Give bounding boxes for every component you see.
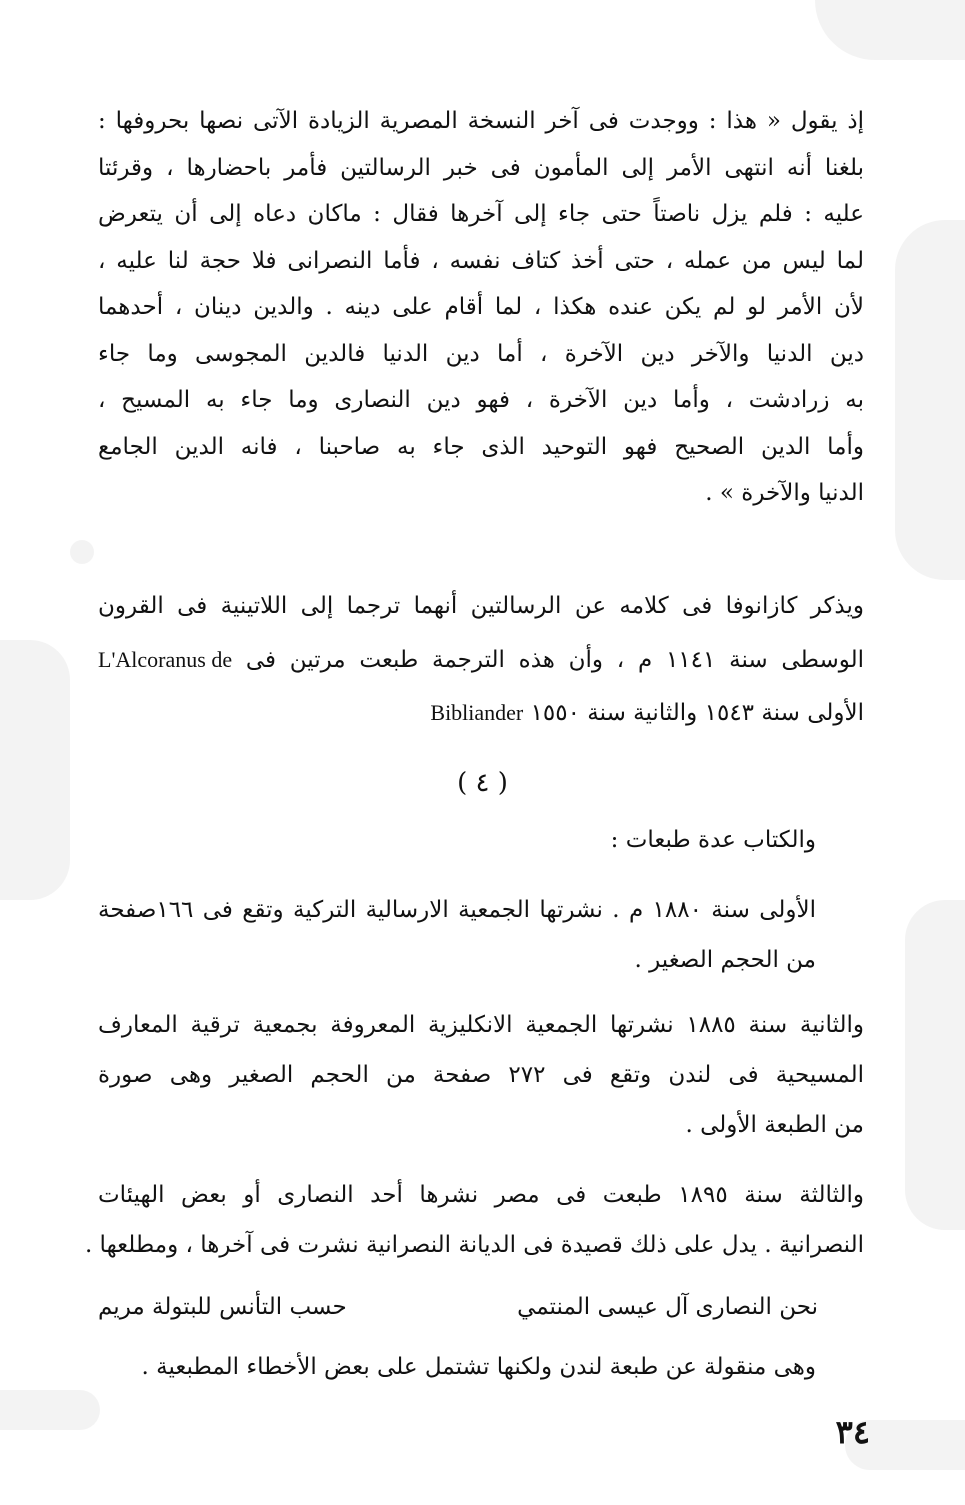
text-line: من الطبعة الأولى . [685,1112,864,1138]
editions-intro [98,826,816,854]
text-line [98,633,864,686]
text-line: والثالثة سنة ١٨٩٥ طبعت فى مصر نشرها أحد النصارى أو بعض الهيئات [98,1182,864,1208]
text-arabic: الأولى سنة ١٥٤٣ والثانية سنة ١٥٥٠ [530,700,864,726]
casanova-paragraph [98,580,864,739]
text-latin: Bibliander [430,700,524,725]
text-arabic: الوسطى سنة ١١٤١ م ، وأن هذه الترجمة طبعت مرتين فى [245,647,864,673]
quoted-paragraph [98,98,864,517]
text-line: لما ليس من عمله ، حتى أخذ كتاف نفسه ، فأما النصرانى فلا حجة لنا عليه ، [98,247,864,274]
text-line: إذ يقول « هذا : ووجدت فى آخر النسخة المصرية الزيادة الآتى نصها بحروفها : [98,108,864,134]
text-line: من الحجم الصغير . [634,947,816,973]
first-edition-paragraph [98,885,816,985]
closing-paragraph [98,1342,816,1392]
text-line: والكتاب عدة طبعات : [610,827,816,853]
text-latin: L'Alcoranus de [98,647,233,672]
verse-first-hemistich: نحن النصارى آل عيسى المنتمي [517,1294,818,1320]
text-line: بلغنا أنه انتهى الأمر إلى المأمون فى خبر الرسالتين فأمر باحضارها ، وقرئتا [98,154,864,181]
second-edition-paragraph [98,1000,864,1150]
text-line: ويذكر كازانوفا فى كلامه عن الرسالتين أنهما ترجما إلى اللاتينية فى القرون [98,593,864,619]
text-line: النصرانية . يدل على ذلك قصيدة فى الديانة النصرانية نشرت فى آخرها ، ومطلعها . [84,1232,864,1258]
text-line: وأما الدين الصحيح فهو التوحيد الذى جاء به صاحبنا ، فانه الدين الجامع [98,433,864,460]
scan-smudge [0,1390,100,1430]
text-line [98,686,864,739]
text-line: عليه : فلم يزل ناصتاً حتى جاء إلى آخرها فقال : ماكان دعاه إلى أن يتعرض [98,201,864,227]
section-number: ( ٤ ) [457,768,508,798]
scan-smudge [815,0,965,60]
text-line: لأن الأمر لو لم يكن عنده هكذا ، لما أقام على دينه . والدين دينان ، أحدهما [98,294,864,320]
text-line: الدنيا والآخرة » . [705,480,864,506]
verse-second-hemistich: حسب التأنس للبتولة مريم [98,1294,347,1320]
text-line: الأولى سنة ١٨٨٠ م . نشرتها الجمعية الارسالية التركية وتقع فى ١٦٦صفحة [98,897,816,923]
scan-smudge [895,220,965,580]
text-line: والثانية سنة ١٨٨٥ نشرتها الجمعية الانكليزية المعروفة بجمعية ترقية المعارف [98,1012,864,1038]
text-line: المسيحية فى لندن وتقع فى ٢٧٢ صفحة من الحجم الصغير وهى صورة [98,1062,864,1088]
page-number: ٣٤ [835,1413,870,1451]
text-line: وهى منقولة عن طبعة لندن ولكنها تشتمل على بعض الأخطاء المطبعية . [141,1354,816,1380]
text-line: دين الدنيا والآخر دين الآخرة ، أما دين الدنيا فالدين المجوسى وما جاء [98,340,864,367]
text-line: به زرادشت ، وأما دين الآخرة ، فهو دين النصارى وما جاء به المسيح ، [98,387,864,413]
scan-smudge [905,900,965,1230]
poem-verse [98,1285,818,1329]
scan-smudge [70,540,94,564]
third-edition-paragraph [84,1170,864,1270]
